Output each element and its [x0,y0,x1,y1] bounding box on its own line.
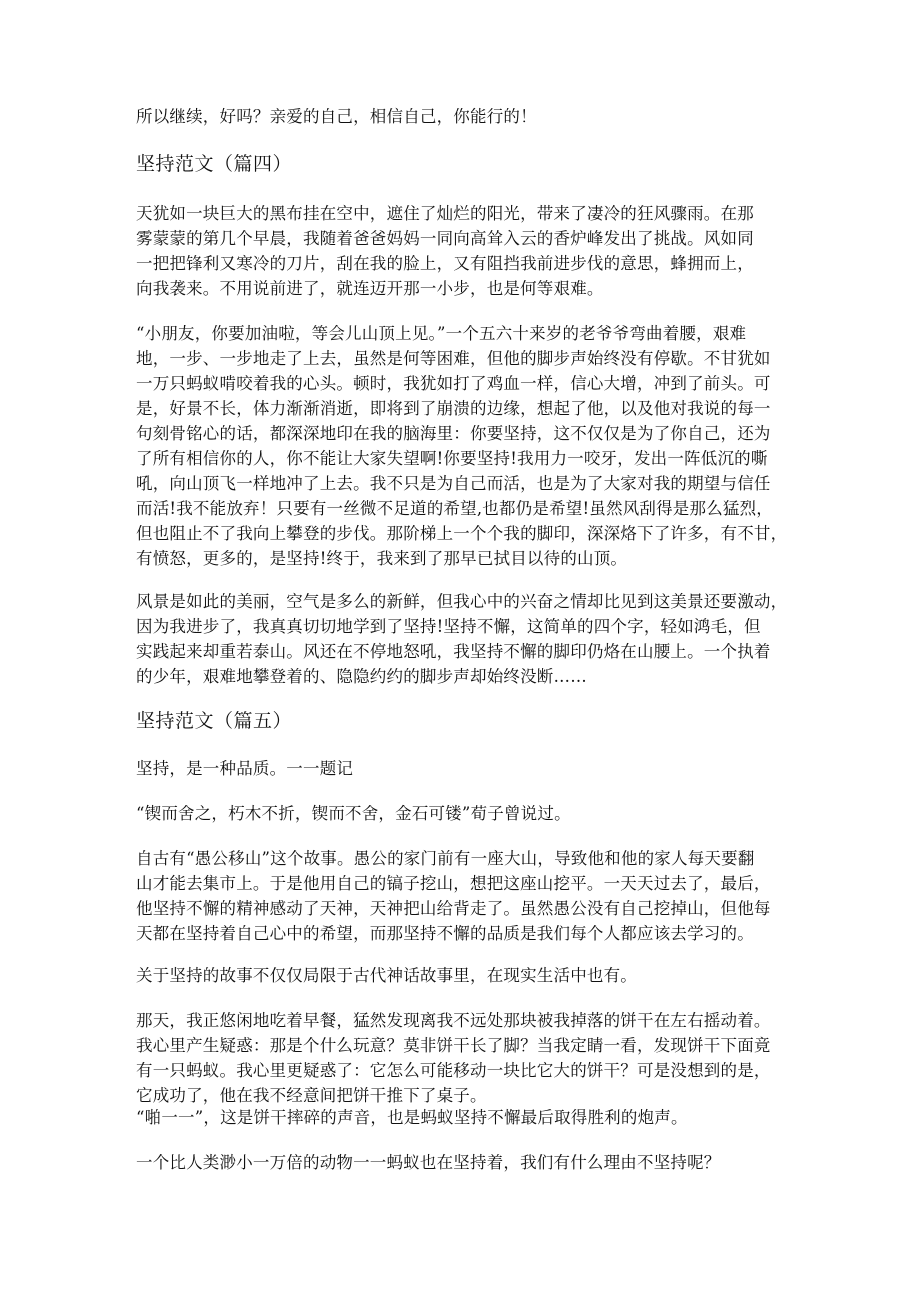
paragraph-line: 自古有“愚公移山”这个故事。愚公的家门前有一座大山，导致他和他的家人每天要翻 [136,849,755,868]
paragraph-line: 向我袭来。不用说前进了，就连迈开那一小步，也是何等艰难。 [136,279,604,298]
section-5-paragraph-6: 一个比人类渺小一万倍的动物一一蚂蚁也在坚持着，我们有什么理由不坚持呢？ [136,1153,721,1172]
paragraph-line: “小朋友，你要加油啦，等会儿山顶上见。”一个五六十来岁的老爷爷弯曲着腰，艰难 [136,324,747,343]
paragraph-line: 了所有相信你的人，你不能让大家失望啊!你要坚持!我用力一咬牙，发出一阵低沉的嘶 [136,449,768,468]
paragraph-line: 吼，向山顶飞一样地冲了上去。我不只是为自己而活，也是为了大家对我的期望与信任 [136,474,771,493]
section-5-heading: 坚持范文（篇五） [136,710,293,732]
paragraph-line: 一万只蚂蚁啃咬着我的心头。顿时，我犹如打了鸡血一样，信心大增，冲到了前头。可 [136,374,771,393]
paragraph-line: 因为我进步了，我真真切切地学到了坚持!坚持不懈，这简单的四个字，轻如鸿毛，但 [136,617,761,636]
paragraph-line: 地，一步、一步地走了上去，虽然是何等困难，但他的脚步声始终没有停歇。不甘犹如 [136,349,771,368]
paragraph-line: 风景是如此的美丽，空气是多么的新鲜，但我心中的兴奋之情却比见到这美景还要激动， [136,592,788,611]
section-5-paragraph-2: “锲而舍之，朽木不折，锲而不舍，金石可镂”荀子曾说过。 [136,804,571,823]
intro-line: 所以继续，好吗？亲爱的自己，相信自己，你能行的！ [136,107,537,126]
paragraph-line: 的少年，艰难地攀登着的、隐隐约约的脚步声却始终没断…… [136,667,587,686]
paragraph-line: 山才能去集市上。于是他用自己的镐子挖山，想把这座山挖平。一天天过去了，最后， [136,874,771,893]
paragraph-line: 有愤怒，更多的，是坚持!终于，我来到了那早已拭目以待的山顶。 [136,549,628,568]
section-5-paragraph-4: 关于坚持的故事不仅仅局限于古代神话故事里，在现实生活中也有。 [136,966,637,985]
section-4-heading: 坚持范文（篇四） [136,153,293,175]
paragraph-line: 天犹如一块巨大的黑布挂在空中，遮住了灿烂的阳光，带来了凄冷的狂风骤雨。在那 [136,204,754,223]
paragraph-line: 是，好景不长，体力渐渐消逝，即将到了崩溃的边缘，想起了他，以及他对我说的每一 [136,399,771,418]
paragraph-line: 实践起来却重若泰山。风还在不停地怒吼，我坚持不懈的脚印仍烙在山腰上。一个执着 [136,642,771,661]
paragraph-line: 一把把锋利又寒冷的刀片，刮在我的脸上，又有阻挡我前进步伐的意思，蜂拥而上， [136,254,754,273]
paragraph-line: 而活!我不能放弃！只要有一丝微不足道的希望,也都仍是希望!虽然风刮得是那么猛烈， [136,499,774,518]
paragraph-line: 句刻骨铭心的话，都深深地印在我的脑海里：你要坚持，这不仅仅是为了你自己，还为 [136,424,771,443]
paragraph-line: 我心里产生疑惑：那是个什么玩意？莫非饼干长了脚？当我定睛一看，发现饼干下面竟 [136,1036,771,1055]
section-5-paragraph-1: 坚持，是一种品质。一一题记 [136,759,354,778]
paragraph-line: 雾蒙蒙的第几个早晨，我随着爸爸妈妈一同向高耸入云的香炉峰发出了挑战。风如同 [136,229,754,248]
paragraph-line: 他坚持不懈的精神感动了天神，天神把山给背走了。虽然愚公没有自己挖掉山，但他每 [136,899,771,918]
paragraph-line: “啪一一”，这是饼干摔碎的声音，也是蚂蚁坚持不懈最后取得胜利的炮声。 [136,1108,688,1127]
paragraph-line: 天都在坚持着自己心中的希望，而那坚持不懈的品质是我们每个人都应该去学习的。 [136,924,754,943]
paragraph-line: 有一只蚂蚁。我心里更疑惑了：它怎么可能移动一块比它大的饼干？可是没想到的是， [136,1061,771,1080]
paragraph-line: 但也阻止不了我向上攀登的步伐。那阶梯上一个个我的脚印，深深烙下了许多，有不甘， [136,524,788,543]
paragraph-line: 它成功了，他在我不经意间把饼干推下了桌子。 [136,1086,487,1105]
paragraph-line: 那天，我正悠闲地吃着早餐，猛然发现离我不远处那块被我掉落的饼干在左右摇动着。 [136,1011,771,1030]
